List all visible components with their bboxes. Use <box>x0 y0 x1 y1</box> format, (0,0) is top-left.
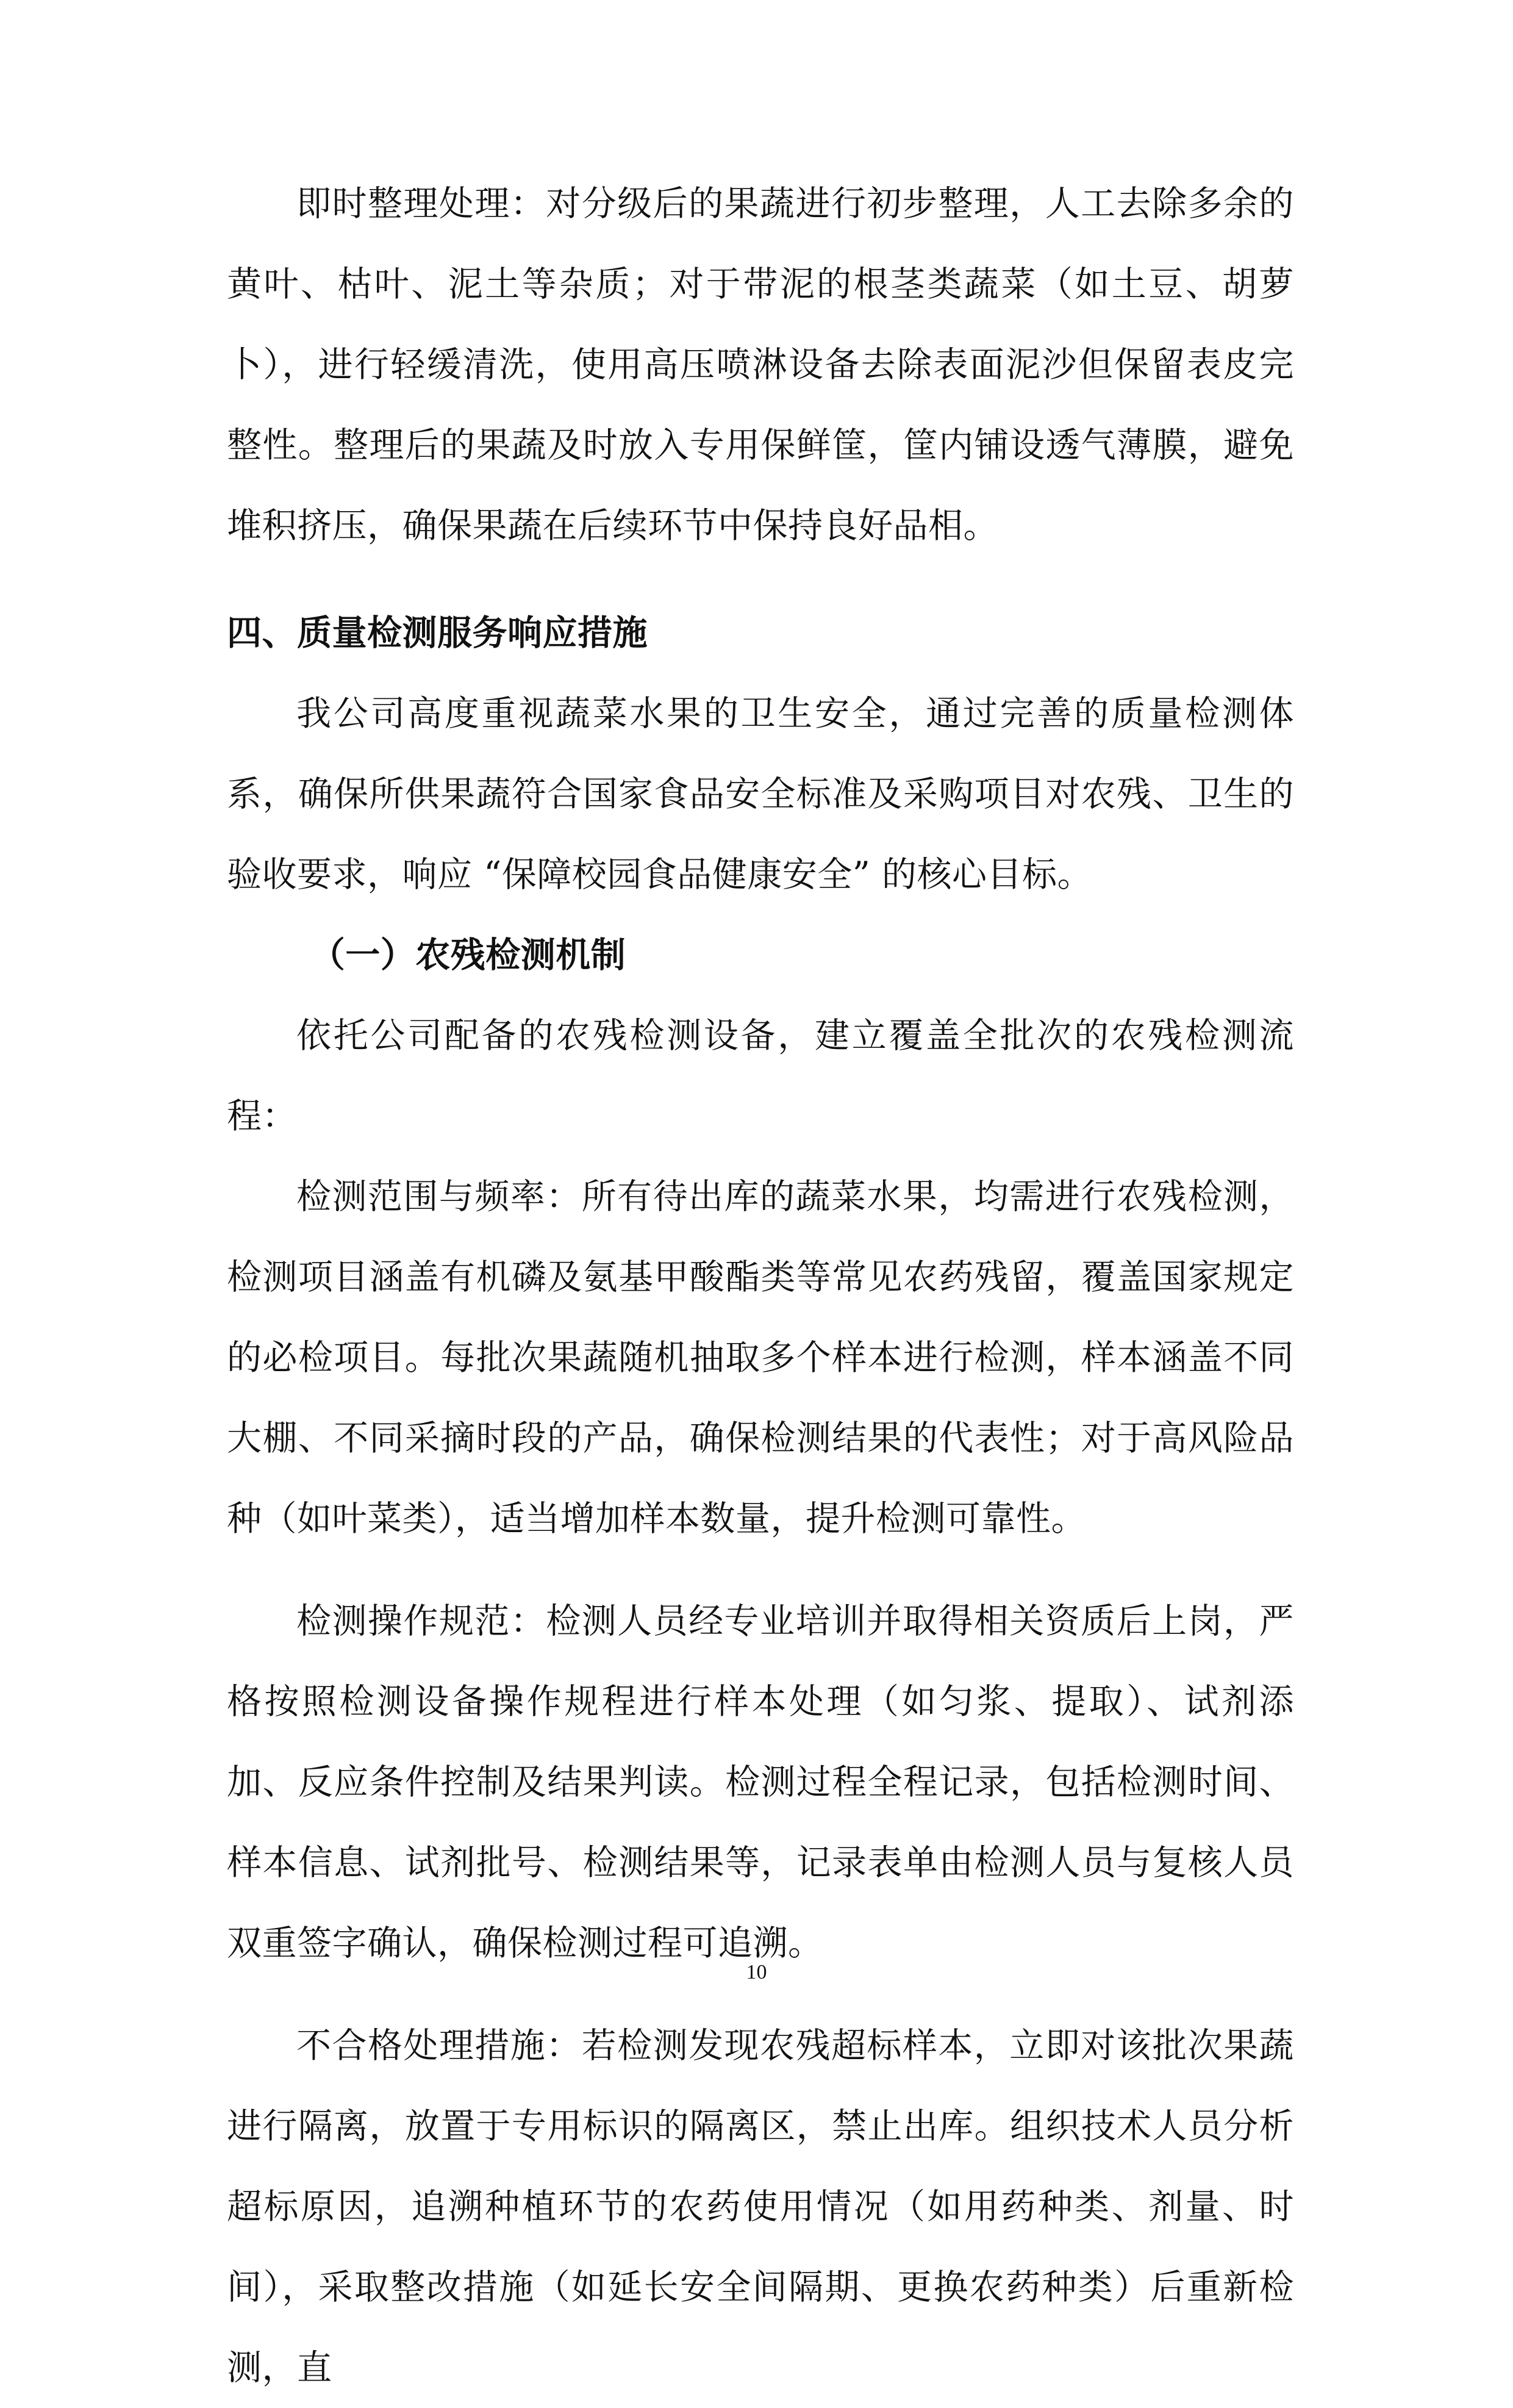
paragraph-detection-procedure: 检测操作规范：检测人员经专业培训并取得相关资质后上岗，严格按照检测设备操作规程进行样本处理（如匀浆、提取）、试剂添加、反应条件控制及结果判读。检测过程全程记录，包括检测时间、样本信息、试剂批号、检测结果等，记录表单由检测人员与复核人员双重签字确认，确保检测过程可追溯。 <box>227 1601 1294 1963</box>
paragraph-produce-sorting: 即时整理处理：对分级后的果蔬进行初步整理，人工去除多余的黄叶、枯叶、泥土等杂质；对于带泥的根茎类蔬菜（如土豆、胡萝卜），进行轻缓清洗，使用高压喷淋设备去除表面泥沙但保留表皮完整性。整理后的果蔬及时放入专用保鲜筐，筐内铺设透气薄膜，避免堆积挤压，确保果蔬在后续环节中保持良好品相。 <box>227 184 1294 546</box>
paragraph-detection-scope: 检测范围与频率：所有待出库的蔬菜水果，均需进行农残检测，检测项目涵盖有机磷及氨基甲酸酯类等常见农药残留，覆盖国家规定的必检项目。每批次果蔬随机抽取多个样本进行检测，样本涵盖不同大棚、不同采摘时段的产品，确保检测结果的代表性；对于高风险品种（如叶菜类），适当增加样本数量，提升检测可靠性。 <box>227 1177 1294 1539</box>
paragraph-detection-equipment: 依托公司配备的农残检测设备，建立覆盖全批次的农残检测流程： <box>227 1016 1294 1136</box>
subheading-pesticide-mechanism: （一）农残检测机制 <box>310 934 626 975</box>
paragraph-quality-intro: 我公司高度重视蔬菜水果的卫生安全，通过完善的质量检测体系，确保所供果蔬符合国家食品安全标准及采购项目对农残、卫生的验收要求，响应 “保障校园食品健康安全” 的核心目标。 <box>227 693 1294 895</box>
paragraph-nonconformity-handling: 不合格处理措施：若检测发现农残超标样本，立即对该批次果蔬进行隔离，放置于专用标识的隔离区，禁止出库。组织技术人员分析超标原因，追溯种植环节的农药使用情况（如用药种类、剂量、时间），采取整改措施（如延长安全间隔期、更换农药种类）后重新检测，直 <box>227 2026 1294 2388</box>
section-heading-quality-inspection: 四、质量检测服务响应措施 <box>227 612 648 653</box>
page-number: 10 <box>746 1961 767 1983</box>
page-body <box>227 163 1294 2408</box>
